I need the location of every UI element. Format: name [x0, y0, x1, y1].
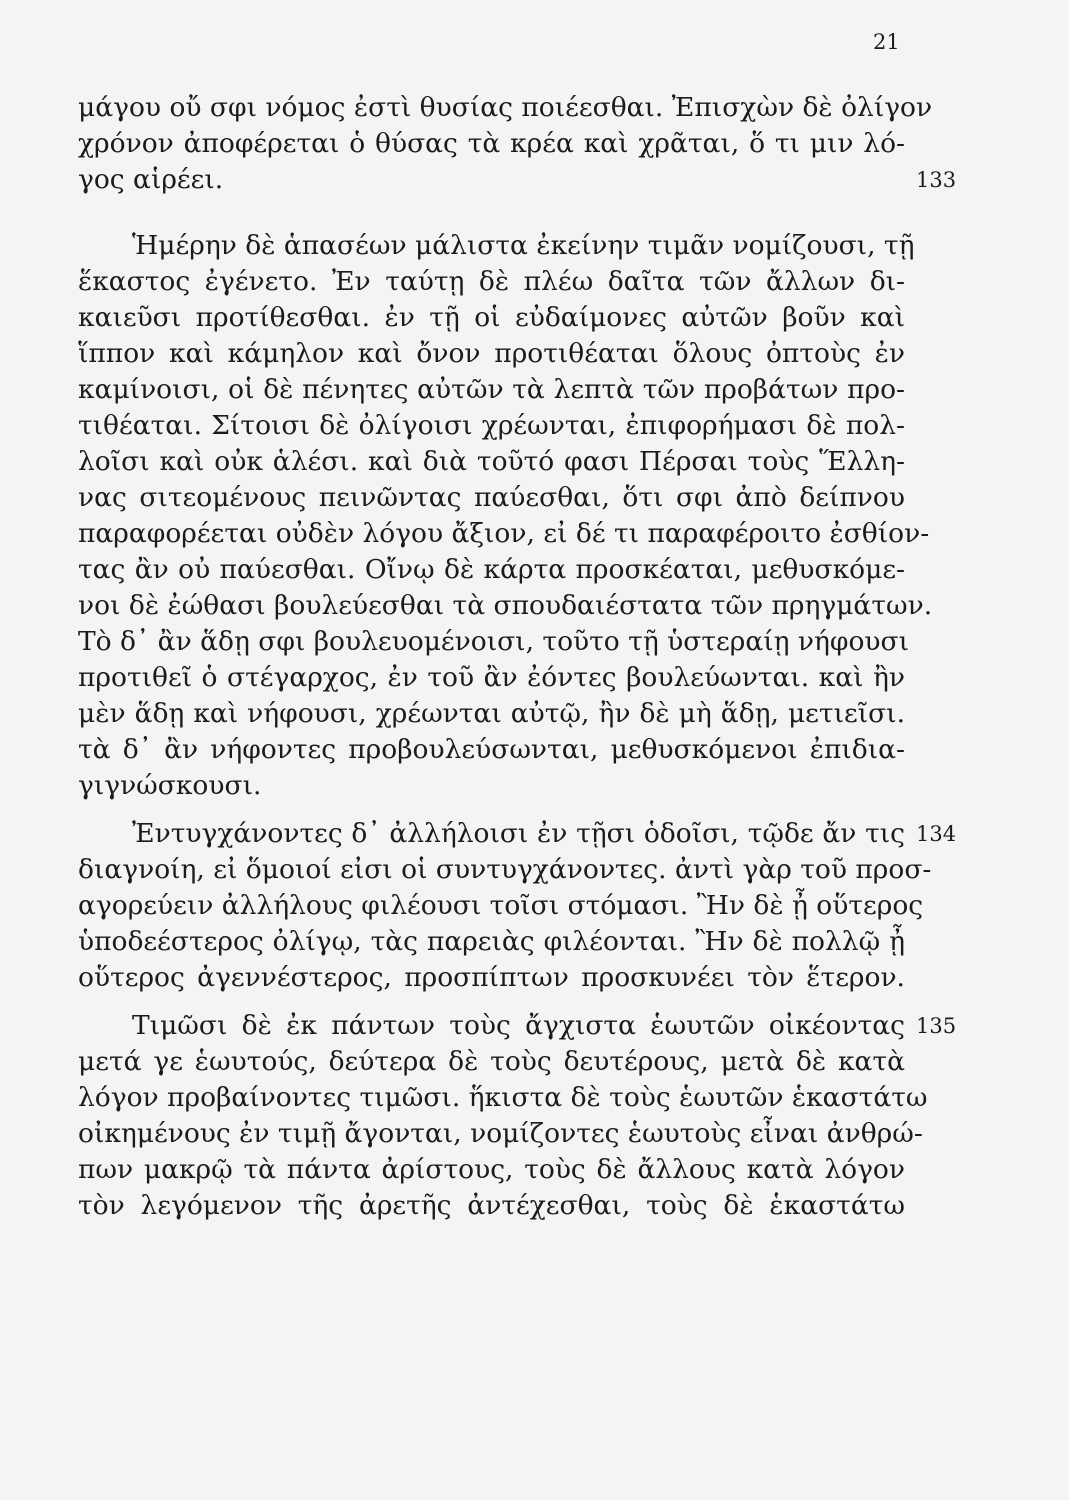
- text-line: καμίνοισι, οἱ δὲ πένητες αὐτῶν τὰ λεπτὰ τῶν προβάτων προ-: [78, 374, 905, 405]
- text-line: μετά γε ἑωυτούς, δεύτερα δὲ τοὺς δευτέρους, μετὰ δὲ κατὰ: [78, 1046, 905, 1077]
- text-line: χρόνον ἀποφέρεται ὁ θύσας τὰ κρέα καὶ χρᾶται, ὅ τι μιν λό-: [78, 128, 905, 159]
- text-line: Τὸ δ᾽ ἂν ἅδῃ σφι βουλευομένοισι, τοῦτο τῇ ὑστεραίῃ νήφουσι: [78, 626, 909, 657]
- text-line: πων μακρῷ τὰ πάντα ἀρίστους, τοὺς δὲ ἄλλους κατὰ λόγον: [78, 1154, 905, 1185]
- text-line: οἰκημένους ἐν τιμῇ ἄγονται, νομίζοντες ἑωυτοὺς εἶναι ἀνθρώ-: [78, 1118, 923, 1149]
- text-line: Τιμῶσι δὲ ἐκ πάντων τοὺς ἄγχιστα ἑωυτῶν οἰκέοντας: [132, 1010, 905, 1041]
- text-line: καιεῦσι προτίθεσθαι. ἐν τῇ οἱ εὐδαίμονες αὐτῶν βοῦν καὶ: [78, 302, 905, 333]
- section-number: 135: [916, 1014, 957, 1038]
- text-line: λόγον προβαίνοντες τιμῶσι. ἥκιστα δὲ τοὺς ἑωυτῶν ἑκαστάτω: [78, 1082, 928, 1113]
- text-line: Ἡμέρην δὲ ἁπασέων μάλιστα ἐκείνην τιμᾶν νομίζουσι, τῇ: [132, 230, 915, 261]
- text-line: διαγνοίη, εἰ ὅμοιοί εἰσι οἱ συντυγχάνοντες. ἀντὶ γὰρ τοῦ προσ-: [78, 854, 932, 885]
- text-line: νας σιτεομένους πεινῶντας παύεσθαι, ὅτι σφι ἀπὸ δείπνου: [78, 482, 905, 513]
- text-line: ὑποδεέστερος ὀλίγῳ, τὰς παρειὰς φιλέονται. Ἢν δὲ πολλῷ ᾖ: [78, 926, 905, 957]
- text-line: γος αἱρέει.: [78, 164, 224, 195]
- page-number: 21: [873, 30, 900, 54]
- text-line: τὰ δ᾽ ἂν νήφοντες προβουλεύσωνται, μεθυσκόμενοι ἐπιδια-: [78, 734, 905, 765]
- text-line: γιγνώσκουσι.: [78, 770, 262, 801]
- text-line: μάγου οὔ σφι νόμος ἐστὶ θυσίας ποιέεσθαι. Ἐπισχὼν δὲ ὀλίγον: [78, 92, 933, 123]
- text-line: ἕκαστος ἐγένετο. Ἐν ταύτῃ δὲ πλέω δαῖτα τῶν ἄλλων δι-: [78, 266, 905, 297]
- text-line: ἵππον καὶ κάμηλον καὶ ὄνον προτιθέαται ὅλους ὀπτοὺς ἐν: [78, 338, 905, 369]
- text-line: νοι δὲ ἐώθασι βουλεύεσθαι τὰ σπουδαιέστατα τῶν πρηγμάτων.: [78, 590, 933, 621]
- text-line: οὕτερος ἀγεννέστερος, προσπίπτων προσκυνέει τὸν ἕτερον.: [78, 962, 905, 993]
- text-line: τὸν λεγόμενον τῆς ἀρετῆς ἀντέχεσθαι, τοὺς δὲ ἑκαστάτω: [78, 1190, 905, 1221]
- text-line: αγορεύειν ἀλλήλους φιλέουσι τοῖσι στόμασι. Ἢν δὲ ᾖ οὕτερος: [78, 890, 924, 921]
- text-line: τιθέαται. Σίτοισι δὲ ὀλίγοισι χρέωνται, ἐπιφορήμασι δὲ πολ-: [78, 410, 905, 441]
- section-number: 133: [916, 168, 957, 192]
- text-line: Ἐντυγχάνοντες δ᾽ ἀλλήλοισι ἐν τῇσι ὁδοῖσι, τῷδε ἄν τις: [132, 818, 905, 849]
- text-line: μὲν ἅδῃ καὶ νήφουσι, χρέωνται αὐτῷ, ἢν δὲ μὴ ἅδῃ, μετιεῖσι.: [78, 698, 905, 729]
- text-line: προτιθεῖ ὁ στέγαρχος, ἐν τοῦ ἂν ἐόντες βουλεύωνται. καὶ ἢν: [78, 662, 905, 693]
- section-number: 134: [916, 822, 957, 846]
- text-line: τας ἂν οὐ παύεσθαι. Οἴνῳ δὲ κάρτα προσκέαται, μεθυσκόμε-: [78, 554, 905, 585]
- text-line: παραφορέεται οὐδὲν λόγου ἄξιον, εἰ δέ τι παραφέροιτο ἐσθίον-: [78, 518, 930, 549]
- text-line: λοῖσι καὶ οὐκ ἁλέσι. καὶ διὰ τοῦτό φασι Πέρσαι τοὺς Ἕλλη-: [78, 446, 905, 477]
